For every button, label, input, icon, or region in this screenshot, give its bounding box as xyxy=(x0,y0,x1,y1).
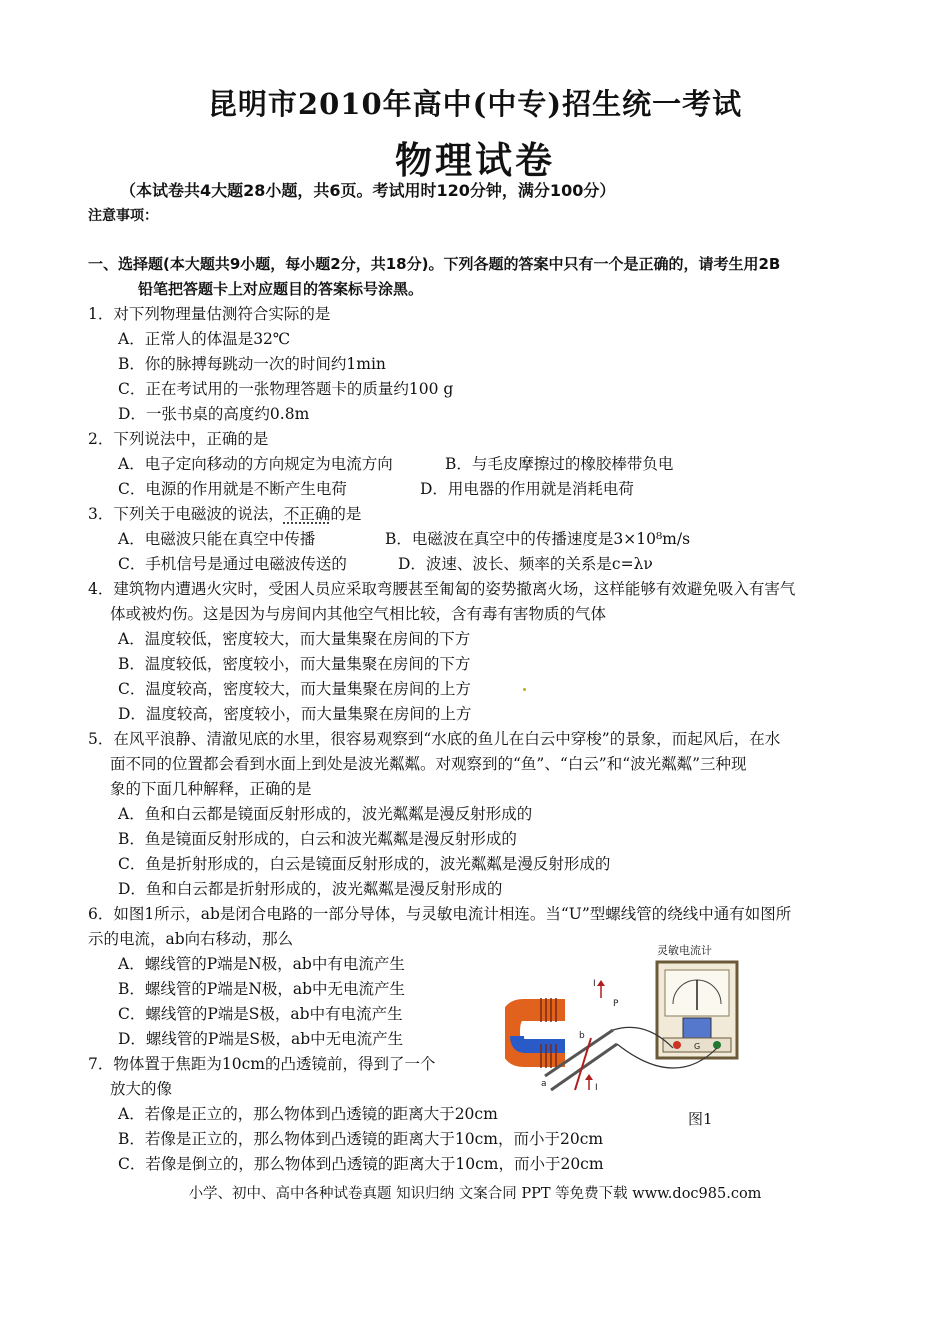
q7-stem-line2: 放大的像 xyxy=(110,1080,173,1098)
q4-option-c: C．温度较高，密度较大，而大量集聚在房间的上方 xyxy=(118,680,471,698)
q5-option-a: A．鱼和白云都是镜面反射形成的，波光粼粼是漫反射形成的 xyxy=(118,805,533,823)
q3-option-d: D．波速、波长、频率的关系是c=λν xyxy=(398,555,653,573)
q2-option-d: D．用电器的作用就是消耗电荷 xyxy=(420,480,634,498)
label-a: a xyxy=(541,1079,547,1089)
q2-option-c: C．电源的作用就是不断产生电荷 xyxy=(118,480,347,498)
section-heading-line1: 一、选择题(本大题共9小题，每小题2分，共18分)。下列各题的答案中只有一个是正确的，请考生用2B xyxy=(88,255,781,273)
q1-option-c: C．正在考试用的一张物理答题卡的质量约100 g xyxy=(118,380,454,398)
label-current-top: I xyxy=(593,979,596,989)
section-heading xyxy=(88,252,868,302)
q3-stem-emphasis: 不正确 xyxy=(283,505,331,523)
g-label: G xyxy=(694,1042,701,1051)
speck-mark xyxy=(523,688,526,691)
terminal-negative xyxy=(673,1041,681,1049)
q4-stem-line1: 4．建筑物内遭遇火灾时，受困人员应采取弯腰甚至匍匐的姿势撤离火场，这样能够有效避免吸入有害气 xyxy=(88,580,796,598)
q7-option-c: C．若像是倒立的，那么物体到凸透镜的距离大于10cm，而小于20cm xyxy=(118,1155,604,1173)
q4-stem-line2: 体或被灼伤。这是因为与房间内其他空气相比较，含有毒有害物质的气体 xyxy=(110,605,607,623)
q3-stem xyxy=(88,502,361,524)
q1-option-a: A．正常人的体温是32℃ xyxy=(118,330,291,348)
q1-option-d: D．一张书桌的高度约0.8m xyxy=(118,405,310,423)
q4-option-d: D．温度较高，密度较小，而大量集聚在房间的上方 xyxy=(118,705,472,723)
q3-option-a: A．电磁波只能在真空中传播 xyxy=(118,530,316,548)
meter-label: 灵敏电流计 xyxy=(657,944,712,957)
q5-option-d: D．鱼和白云都是折射形成的，波光粼粼是漫反射形成的 xyxy=(118,880,503,898)
q6-option-b: B．螺线管的P端是N极，ab中无电流产生 xyxy=(118,980,406,998)
q1-option-b: B．你的脉搏每跳动一次的时间约1min xyxy=(118,355,386,373)
q5-option-b: B．鱼是镜面反射形成的，白云和波光粼粼是漫反射形成的 xyxy=(118,830,517,848)
page-footer: 小学、初中、高中各种试卷真题 知识归纳 文案合同 PPT 等免费下载 www.doc985.com xyxy=(188,1186,762,1202)
terminal-positive xyxy=(713,1041,721,1049)
q3-stem-pre: 3．下列关于电磁波的说法， xyxy=(88,505,284,523)
galvanometer-magnet xyxy=(683,1018,711,1038)
q1-stem: 1．对下列物理量估测符合实际的是 xyxy=(88,305,331,323)
figure-solenoid-galvanometer xyxy=(505,940,750,1140)
q5-stem-line2: 面不同的位置都会看到水面上到处是波光粼粼。对观察到的“鱼”、“白云”和“波光粼粼”三种现 xyxy=(110,755,747,773)
q3-option-c: C．手机信号是通过电磁波传送的 xyxy=(118,555,347,573)
q6-stem-line2: 示的电流，ab向右移动，那么 xyxy=(88,930,294,948)
current-arrow-top-head xyxy=(597,980,605,986)
q3-option-b: B．电磁波在真空中的传播速度是3×10⁸m/s xyxy=(385,530,691,548)
q6-option-c: C．螺线管的P端是S极，ab中有电流产生 xyxy=(118,1005,403,1023)
exam-title: 昆明市2010年高中(中专)招生统一考试 xyxy=(207,87,743,121)
label-current-bottom: I xyxy=(595,1083,598,1093)
figure-caption: 图1 xyxy=(688,1110,713,1128)
q5-stem-line1: 5．在风平浪静、清澈见底的水里，很容易观察到“水底的鱼儿在白云中穿梭”的景象，而起风后，在水 xyxy=(88,730,781,748)
q6-stem-line1: 6．如图1所示，ab是闭合电路的一部分导体，与灵敏电流计相连。当“U”型螺线管的绕线中通有如图所 xyxy=(88,905,792,923)
q7-stem-line1: 7．物体置于焦距为10cm的凸透镜前，得到了一个 xyxy=(88,1055,436,1073)
q2-option-b: B．与毛皮摩擦过的橡胶棒带负电 xyxy=(445,455,674,473)
q5-option-c: C．鱼是折射形成的，白云是镜面反射形成的，波光粼粼是漫反射形成的 xyxy=(118,855,611,873)
subject-title: 物理试卷 xyxy=(395,138,555,182)
q7-option-a: A．若像是正立的，那么物体到凸透镜的距离大于20cm xyxy=(118,1105,498,1123)
q6-option-a: A．螺线管的P端是N极，ab中有电流产生 xyxy=(118,955,405,973)
current-arrow-bottom-head xyxy=(585,1074,593,1080)
q2-stem: 2．下列说法中，正确的是 xyxy=(88,430,269,448)
q4-option-b: B．温度较低，密度较小，而大量集聚在房间的下方 xyxy=(118,655,471,673)
label-p: P xyxy=(613,999,619,1009)
exam-info: （本试卷共4大题28小题，共6页。考试用时120分钟，满分100分） xyxy=(120,181,616,200)
q4-option-a: A．温度较低，密度较大，而大量集聚在房间的下方 xyxy=(118,630,471,648)
q3-stem-post: 的是 xyxy=(330,505,362,523)
section-heading-line2: 铅笔把答题卡上对应题目的答案标号涂黑。 xyxy=(138,280,424,298)
q6-option-d: D．螺线管的P端是S极，ab中无电流产生 xyxy=(118,1030,404,1048)
q2-option-a: A．电子定向移动的方向规定为电流方向 xyxy=(118,455,393,473)
notice-heading: 注意事项： xyxy=(88,208,158,224)
q7-option-b: B．若像是正立的，那么物体到凸透镜的距离大于10cm，而小于20cm xyxy=(118,1130,604,1148)
q5-stem-line3: 象的下面几种解释，正确的是 xyxy=(110,780,312,798)
label-b: b xyxy=(579,1031,585,1041)
